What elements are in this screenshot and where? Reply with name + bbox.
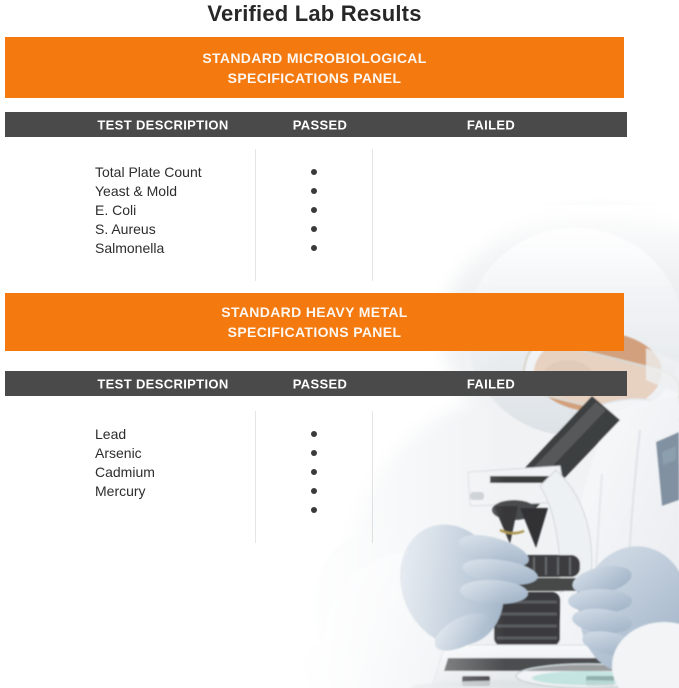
column-divider [255, 411, 256, 543]
test-name: Lead [95, 425, 127, 442]
passed-cell [255, 450, 372, 456]
col-failed: FAILED [466, 376, 516, 391]
table-row [5, 481, 627, 500]
result-dot-icon [311, 431, 317, 437]
column-divider [255, 149, 256, 281]
col-test-description: TEST DESCRIPTION [97, 376, 229, 391]
result-dot-icon [311, 507, 317, 513]
result-dot-icon [311, 226, 317, 232]
result-dot-icon [311, 488, 317, 494]
results-table-heavy-metal [5, 408, 627, 543]
passed-cell [255, 188, 372, 194]
table-row [5, 219, 627, 238]
test-name: Yeast & Mold [95, 182, 177, 199]
table-row [5, 462, 627, 481]
result-dot-icon [311, 188, 317, 194]
test-name: E. Coli [95, 201, 137, 218]
table-row [5, 162, 627, 181]
column-divider [372, 411, 373, 543]
result-dot-icon [311, 245, 317, 251]
test-name: Total Plate Count [95, 163, 202, 180]
page-title: Verified Lab Results [207, 1, 422, 26]
test-name: Cadmium [95, 463, 155, 480]
result-dot-icon [311, 469, 317, 475]
table-header-microbiological [5, 112, 627, 137]
passed-cell [255, 507, 372, 513]
passed-cell [255, 488, 372, 494]
table-header-heavy-metal [5, 371, 627, 396]
passed-cell [255, 226, 372, 232]
banner-line1: STANDARD HEAVY METAL [221, 304, 408, 320]
passed-cell [255, 245, 372, 251]
column-divider [372, 149, 373, 281]
col-passed: PASSED [292, 376, 348, 391]
col-failed: FAILED [466, 117, 516, 132]
test-name: S. Aureus [95, 220, 156, 237]
test-name: Salmonella [95, 239, 165, 256]
result-dot-icon [311, 207, 317, 213]
banner-line2: SPECIFICATIONS PANEL [227, 69, 402, 86]
table-row [5, 200, 627, 219]
banner-microbiological [5, 37, 624, 98]
col-test-description: TEST DESCRIPTION [97, 117, 229, 132]
table-row [5, 424, 627, 443]
result-dot-icon [311, 450, 317, 456]
passed-cell [255, 431, 372, 437]
passed-cell [255, 207, 372, 213]
table-row [5, 238, 627, 257]
banner-heavy-metal [5, 293, 624, 351]
table-row [5, 500, 627, 519]
table-row [5, 443, 627, 462]
banner-line1: STANDARD MICROBIOLOGICAL [202, 49, 427, 66]
result-dot-icon [311, 169, 317, 175]
test-name: Mercury [95, 482, 146, 499]
banner-line2: SPECIFICATIONS PANEL [227, 324, 402, 340]
passed-cell [255, 169, 372, 175]
passed-cell [255, 469, 372, 475]
results-table-microbiological [5, 146, 627, 281]
col-passed: PASSED [292, 117, 348, 132]
test-name: Arsenic [95, 444, 142, 461]
table-row [5, 181, 627, 200]
